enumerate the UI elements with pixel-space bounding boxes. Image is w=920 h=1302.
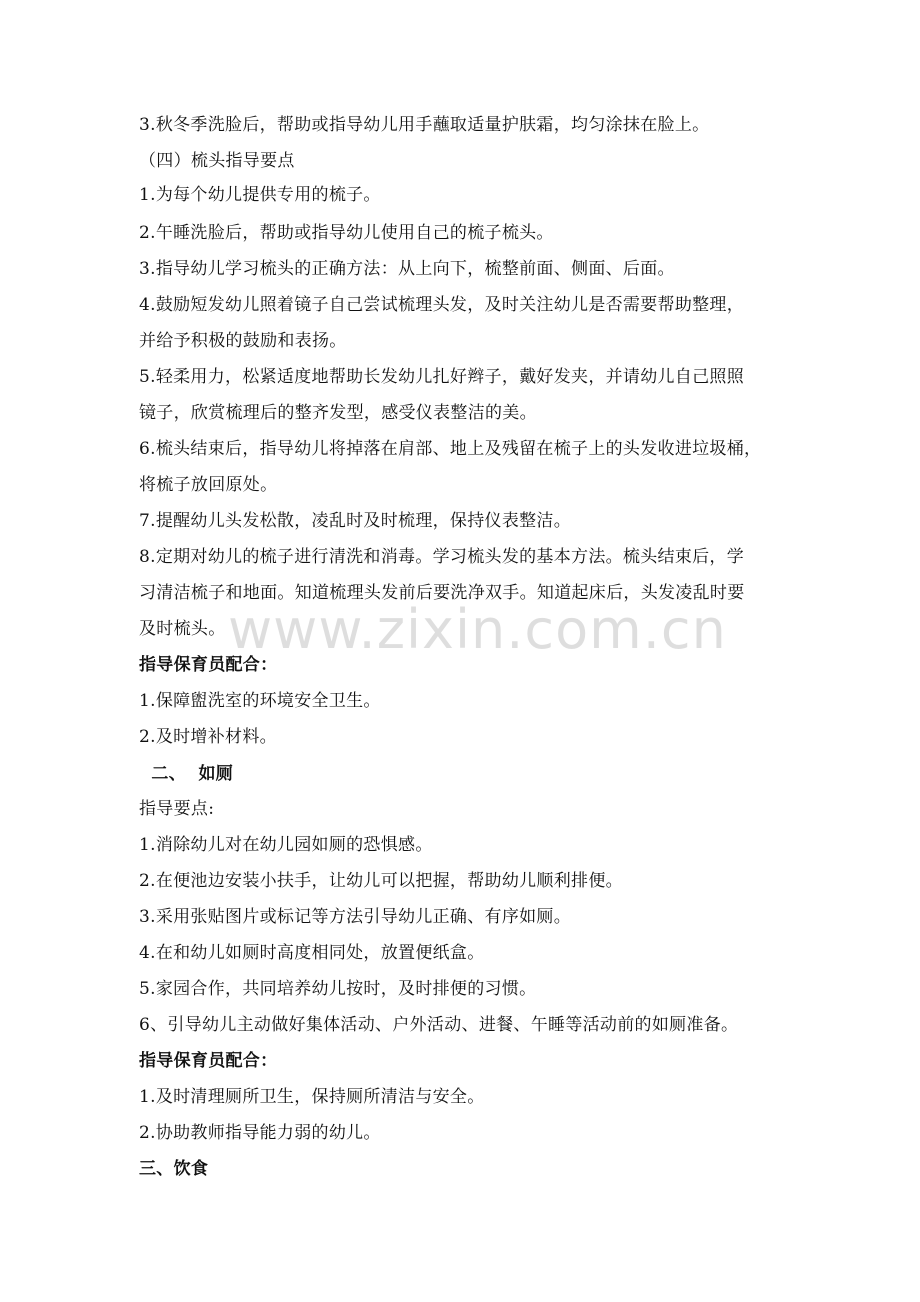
paragraph-line: 3.秋冬季洗脸后，帮助或指导幼儿用手蘸取适量护肤霜，均匀涂抹在脸上。	[139, 115, 710, 135]
paragraph-line: 镜子，欣赏梳理后的整齐发型，感受仪表整洁的美。	[139, 403, 537, 423]
paragraph-line: 将梳子放回原处。	[139, 475, 278, 495]
paragraph-line: 1.为每个幼儿提供专用的梳子。	[139, 185, 381, 205]
section-heading: 二、 如厕	[139, 764, 234, 784]
paragraph-line: 并给予积极的鼓励和表扬。	[139, 331, 347, 351]
paragraph-line: 2.午睡洗脸后，帮助或指导幼儿使用自己的梳子梳头。	[139, 223, 554, 243]
paragraph-line: 1.消除幼儿对在幼儿园如厕的恐惧感。	[139, 835, 433, 855]
paragraph-line: 3.采用张贴图片或标记等方法引导幼儿正确、有序如厕。	[139, 907, 572, 927]
paragraph-line: 2.在便池边安装小扶手，让幼儿可以把握，帮助幼儿顺利排便。	[139, 871, 623, 891]
paragraph-line: 7.提醒幼儿头发松散，凌乱时及时梳理，保持仪表整洁。	[139, 511, 572, 531]
subsection-heading: 指导保育员配合：	[139, 1051, 278, 1071]
paragraph-line: 及时梳头。	[139, 619, 226, 639]
paragraph-line: 指导要点:	[139, 799, 215, 819]
paragraph-line: 6、引导幼儿主动做好集体活动、户外活动、进餐、午睡等活动前的如厕准备。	[139, 1015, 739, 1035]
paragraph-line: 8.定期对幼儿的梳子进行清洗和消毒。学习梳头发的基本方法。梳头结束后，学	[139, 547, 745, 567]
paragraph-line: 4.鼓励短发幼儿照着镜子自己尝试梳理头发，及时关注幼儿是否需要帮助整理，	[139, 295, 745, 315]
section-heading: 三、饮食	[139, 1159, 209, 1179]
section-heading: （四）梳头指导要点	[139, 151, 295, 171]
paragraph-line: 1.保障盥洗室的环境安全卫生。	[139, 691, 381, 711]
subsection-heading: 指导保育员配合：	[139, 655, 278, 675]
paragraph-line: 5.轻柔用力，松紧适度地帮助长发幼儿扎好辫子，戴好发夹，并请幼儿自己照照	[139, 367, 745, 387]
paragraph-line: 3.指导幼儿学习梳头的正确方法：从上向下，梳整前面、侧面、后面。	[139, 259, 675, 279]
watermark-text: www.zixin.com.cn	[228, 598, 727, 661]
paragraph-line: 6.梳头结束后，指导幼儿将掉落在肩部、地上及残留在梳子上的头发收进垃圾桶，	[139, 439, 762, 459]
paragraph-line: 2.及时增补材料。	[139, 727, 277, 747]
paragraph-line: 1.及时清理厕所卫生，保持厕所清洁与安全。	[139, 1087, 485, 1107]
paragraph-line: 5.家园合作，共同培养幼儿按时，及时排便的习惯。	[139, 979, 537, 999]
paragraph-line: 2.协助教师指导能力弱的幼儿。	[139, 1123, 381, 1143]
paragraph-line: 习清洁梳子和地面。知道梳理头发前后要洗净双手。知道起床后，头发凌乱时要	[139, 583, 745, 603]
paragraph-line: 4.在和幼儿如厕时高度相同处，放置便纸盒。	[139, 943, 485, 963]
